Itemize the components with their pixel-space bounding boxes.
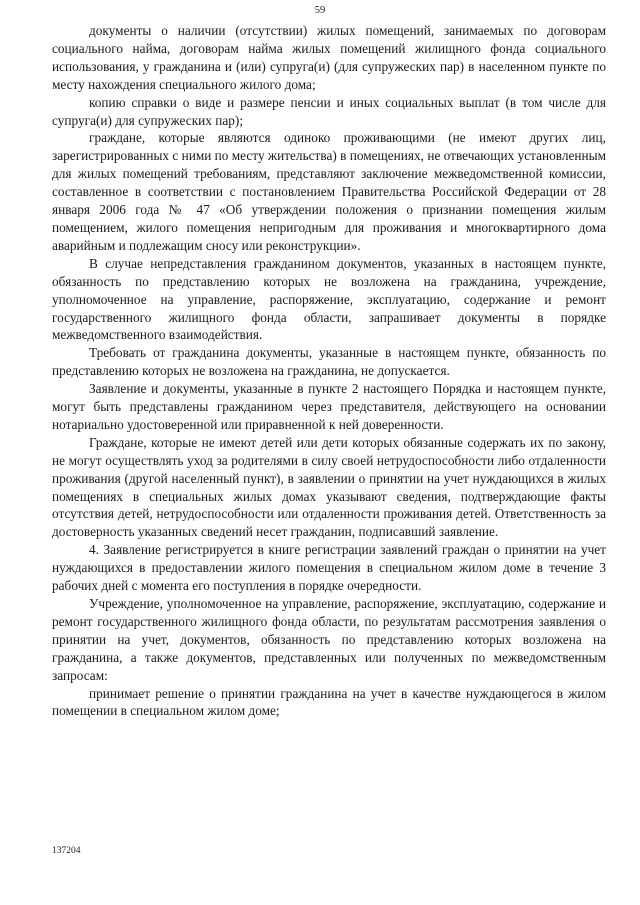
paragraph: Заявление и документы, указанные в пункте 2 настоящего Порядка и настоящем пункте, могут быть представлены гражданином через представителя, действующего на основании нотариально удостоверенной или приравненной к ней доверенности. <box>52 381 606 432</box>
page-number: 59 <box>314 5 326 16</box>
paragraph: В случае непредставления гражданином документов, указанных в настоящем пункте, обязанность по представлению которых не возложена на гражданина, учреждение, уполномоченное на управление, распоряжение, эксплуатацию, содержание и ремонт государственного жилищного фонда области, запрашивает документы в порядке межведомственного взаимодействия. <box>52 255 606 343</box>
paragraph: Требовать от гражданина документы, указанные в настоящем пункте, обязанность по представлению которых не возложена на гражданина, не допускается. <box>52 345 606 379</box>
paragraph: документы о наличии (отсутствии) жилых помещений, занимаемых по договорам социального найма, договорам найма жилых помещений жилищного фонда социального использования, у гражданина и (или) супруга(и) (для супружеских пар) в населенном пункте по месту нахождения специального жилого дома; <box>52 23 606 92</box>
paragraph: 4. Заявление регистрируется в книге регистрации заявлений граждан о принятии на учет нуждающихся в предоставлении жилого помещения в специальном жилом доме в течение 3 рабочих дней с момента его поступления в порядке очередности. <box>52 542 606 594</box>
document-code: 137204 <box>52 846 81 856</box>
paragraph: Граждане, которые не имеют детей или дети которых обязанные содержать их по закону, не могут осуществлять уход за родителями в силу своей нетрудоспособности либо отдаленности проживания (другой населенный пункт), в заявлении о принятии на учет нуждающихся в жилых помещениях в специальных жилых домах указывают сведения, подтверждающие факты отсутствия детей, нетрудоспособности или отдаленности проживания детей. Ответственность за достоверность указанных сведений несет гражданин, подписавший заявление. <box>52 434 606 540</box>
paragraph: принимает решение о принятии гражданина на учет в качестве нуждающегося в жилом помещении в специальном жилом доме; <box>52 685 606 719</box>
document-body <box>52 22 606 720</box>
paragraph: Учреждение, уполномоченное на управление, распоряжение, эксплуатацию, содержание и ремонт государственного жилищного фонда области, по результатам рассмотрения заявления о принятии на учет, документов, обязанность по представлению которых возложена на гражданина, а также документов, представленных или полученных по межведомственным запросам: <box>52 596 606 683</box>
paragraph: граждане, которые являются одиноко проживающими (не имеют других лиц, зарегистрированных с ними по месту жительства) в помещениях, не отвечающих установленным для жилых помещений требованиям, представляют заключение межведомственной комиссии, составленное в соответствии с постановлением Правительства Российской Федерации от 28 января 2006 года № 47 «Об утверждении положения о признании помещения жилым помещением, жилого помещения непригодным для проживания и многоквартирного дома аварийным и подлежащим сносу или реконструкции». <box>52 130 606 253</box>
paragraph: копию справки о виде и размере пенсии и иных социальных выплат (в том числе для супруга(и) для супружеских пар); <box>52 94 606 128</box>
